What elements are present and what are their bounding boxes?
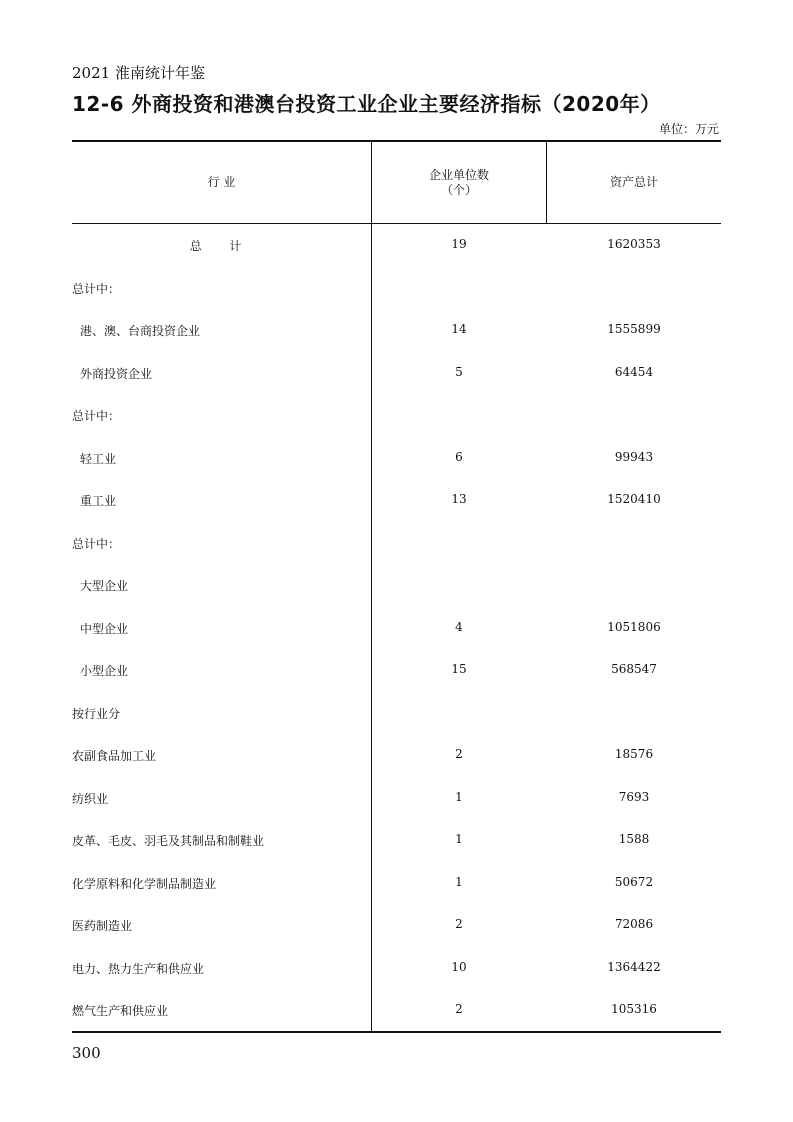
row-count: 14 [451,322,467,336]
table-row [72,521,721,564]
unit-label: 单位：万元 [658,122,719,136]
row-industry: 中型企业 [80,621,129,636]
row-count: 1 [455,789,463,804]
row-assets: 1555899 [607,322,661,336]
row-assets: 1520410 [607,492,661,506]
row-count: 2 [455,917,463,931]
column-header-industry [72,142,371,223]
row-industry: 医药制造业 [72,919,133,933]
column-header-assets [547,142,721,223]
row-industry: 港、澳、台商投资企业 [80,324,201,338]
row-industry: 总计中： [72,536,121,551]
row-count: 5 [455,364,463,379]
table-row [72,988,721,1031]
yearbook-name: 2021 淮南统计年鉴 [72,64,205,82]
row-assets: 1588 [618,832,650,846]
row-count: 10 [451,959,467,974]
table-row [72,776,721,819]
row-assets: 7693 [618,789,650,804]
row-assets: 568547 [611,662,657,676]
row-industry: 皮革、毛皮、羽毛及其制品和制鞋业 [72,834,265,848]
row-count: 6 [455,449,463,464]
table-row [72,308,721,351]
row-count: 2 [455,747,463,761]
column-header-count-unit: （个） [440,182,477,197]
row-assets: 18576 [614,747,654,761]
column-header-count-label: 企业单位数 [428,167,489,182]
table-row [72,648,721,691]
table-row [72,691,721,734]
table-row [72,818,721,861]
column-header-assets-label: 资产总计 [609,175,658,189]
table-row [72,351,721,394]
row-count: 1 [455,874,463,889]
row-industry: 总 计 [189,239,254,253]
row-industry: 大型企业 [80,579,129,593]
row-industry: 轻工业 [80,451,117,466]
table-row [72,946,721,989]
table-row [72,266,721,309]
row-industry: 燃气生产和供应业 [72,1004,169,1018]
row-assets: 99943 [614,449,654,464]
row-assets: 1620353 [607,237,661,251]
table-row [72,393,721,436]
row-industry: 外商投资企业 [80,366,153,381]
table-row [72,606,721,649]
table-row [72,436,721,479]
table-row [72,733,721,776]
row-assets: 64454 [614,364,654,379]
row-count: 13 [451,492,467,506]
table-body [72,223,721,1031]
row-count: 1 [455,832,463,846]
row-assets: 72086 [614,917,654,931]
row-industry: 纺织业 [72,791,109,806]
row-assets: 1051806 [607,619,661,634]
row-assets: 50672 [614,874,654,889]
page-title: 12-6 外商投资和港澳台投资工业企业主要经济指标（2020年） [72,92,661,116]
table-row-total [72,223,721,266]
row-industry: 总计中： [72,409,121,423]
row-count: 19 [451,237,467,251]
row-industry: 重工业 [80,494,117,508]
row-count: 2 [455,1002,463,1016]
row-assets: 105316 [611,1002,657,1016]
row-industry: 总计中： [72,281,121,296]
row-industry: 农副食品加工业 [72,749,157,763]
row-industry: 化学原料和化学制品制造业 [72,876,217,891]
row-count: 15 [451,662,467,676]
table-bottom-rule [72,1031,721,1033]
row-assets: 1364422 [607,959,661,974]
table-row [72,903,721,946]
row-count: 4 [455,619,463,634]
column-header-count [372,142,546,223]
table-row [72,478,721,521]
table-row [72,563,721,606]
row-industry: 按行业分 [72,706,121,721]
table-row [72,861,721,904]
row-industry: 电力、热力生产和供应业 [72,961,205,976]
page-number: 300 [72,1044,101,1062]
column-header-industry-label: 行 业 [207,175,236,189]
row-industry: 小型企业 [80,664,129,678]
